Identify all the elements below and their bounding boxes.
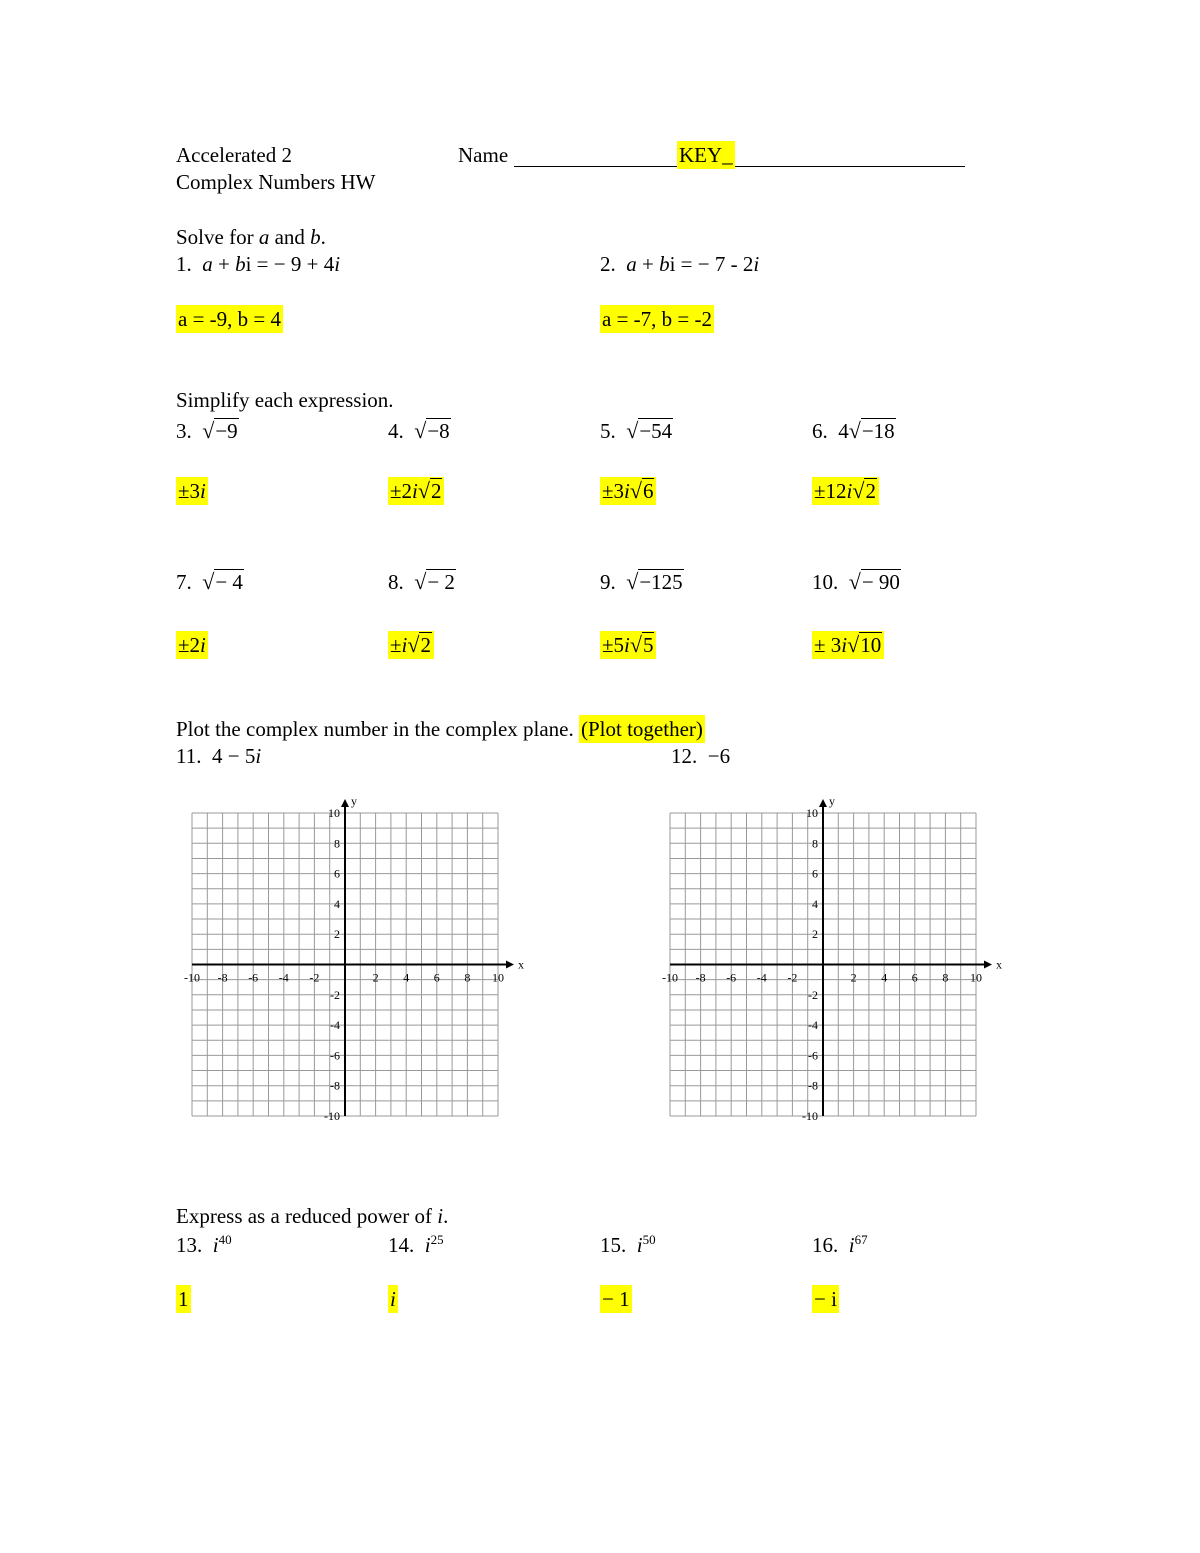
problem-10: 10. √− 90 [812,569,900,594]
x-axis-arrow [984,961,992,969]
y-tick-label: 4 [334,896,340,911]
y-tick-label: 8 [812,836,818,851]
y-tick-label: -8 [808,1078,818,1093]
x-tick-label: -2 [309,970,320,985]
problem-14: 14. $i^{25}$ [388,1232,444,1257]
x-tick-label: 10 [970,970,982,985]
y-tick-label: -10 [802,1109,818,1123]
name-label: Name [458,143,509,167]
section1-instruction: Solve for a and b. [176,225,326,249]
x-tick-label: 2 [372,970,379,985]
x-axis-arrow [506,961,514,969]
y-tick-label: 6 [812,866,818,881]
x-tick-label: 4 [403,970,410,985]
x-tick-label: 8 [942,970,949,985]
y-axis-arrow [819,799,827,807]
answer-15: − 1 [602,1287,630,1311]
y-tick-label: 10 [806,806,818,820]
problem-2: 2. a + bi = − 7 - 2i [600,252,760,276]
section4-instruction: Express as a reduced power of i. [176,1204,449,1228]
problem-12: 12. −6 [671,744,731,768]
problem-3: 3. √−9 [176,418,238,443]
x-tick-label: 4 [881,970,888,985]
x-tick-label: -4 [756,970,767,985]
x-tick-label: -6 [248,970,259,985]
answer-5: ±3i√6 [600,478,656,504]
problem-11: 11. 4 − 5i [176,744,262,768]
y-axis-label: y [829,796,835,808]
y-tick-label: -2 [808,987,818,1002]
problem-13: 13. $i^{40}$ [176,1232,232,1257]
x-tick-label: 10 [492,970,504,985]
name-underline [514,166,965,167]
x-tick-label: -8 [217,970,228,985]
problem-6: 6. 4√−18 [812,418,895,443]
x-tick-label: -6 [726,970,737,985]
x-tick-label: 6 [433,970,440,985]
y-tick-label: -8 [330,1078,340,1093]
course-title: Accelerated 2 [176,143,293,167]
problem-1: 1. a + bi = − 9 + 4i [176,252,341,276]
x-tick-label: 6 [911,970,918,985]
problem-16: 16. $i^{67}$ [812,1232,868,1257]
coordinate-grid-left [176,796,536,1130]
problem-15: 15. $i^{50}$ [600,1232,656,1257]
coordinate-grid-right [654,796,1014,1130]
answer-1: a = -9, b = 4 [178,307,282,331]
y-tick-label: -6 [808,1048,818,1063]
y-tick-label: 2 [812,927,818,942]
answer-3: ±3i [178,479,206,503]
plot-together-note: (Plot together) [581,717,703,741]
x-tick-label: -4 [278,970,289,985]
x-tick-label: -10 [662,970,678,985]
x-tick-label: 8 [464,970,471,985]
answer-9: ±5i√5 [600,632,656,658]
x-tick-label: -10 [184,970,200,985]
answer-2: a = -7, b = -2 [602,307,712,331]
problem-7: 7. √− 4 [176,569,243,594]
y-tick-label: 8 [334,836,340,851]
y-tick-label: -6 [330,1048,340,1063]
name-value: KEY_ [679,143,733,167]
x-axis-label: x [996,957,1002,972]
problem-9: 9. √−125 [600,569,683,594]
answer-10: ± 3i√10 [812,632,884,658]
answer-16: − i [814,1287,837,1311]
section2-instruction: Simplify each expression. [176,388,394,412]
answer-13: 1 [178,1287,189,1311]
y-axis-arrow [341,799,349,807]
answer-8: ±i√2 [388,632,434,658]
y-tick-label: 10 [328,806,340,820]
problem-4: 4. √−8 [388,418,450,443]
problem-8: 8. √− 2 [388,569,455,594]
assignment-title: Complex Numbers HW [176,170,376,194]
x-tick-label: -2 [787,970,798,985]
problem-5: 5. √−54 [600,418,673,443]
answer-7: ±2i [178,633,206,657]
answer-6: ±12i√2 [812,478,879,504]
y-tick-label: -2 [330,987,340,1002]
x-axis-label: x [518,957,524,972]
x-tick-label: 2 [850,970,857,985]
y-tick-label: -4 [330,1018,340,1033]
x-tick-label: -8 [695,970,706,985]
section3-instruction: Plot the complex number in the complex plane. (Plot together) [176,717,703,741]
y-axis-label: y [351,796,357,808]
y-tick-label: -10 [324,1109,340,1123]
y-tick-label: 4 [812,896,818,911]
answer-14: i [390,1287,396,1311]
answer-4: ±2i√2 [388,478,444,504]
y-tick-label: 2 [334,927,340,942]
y-tick-label: 6 [334,866,340,881]
y-tick-label: -4 [808,1018,818,1033]
